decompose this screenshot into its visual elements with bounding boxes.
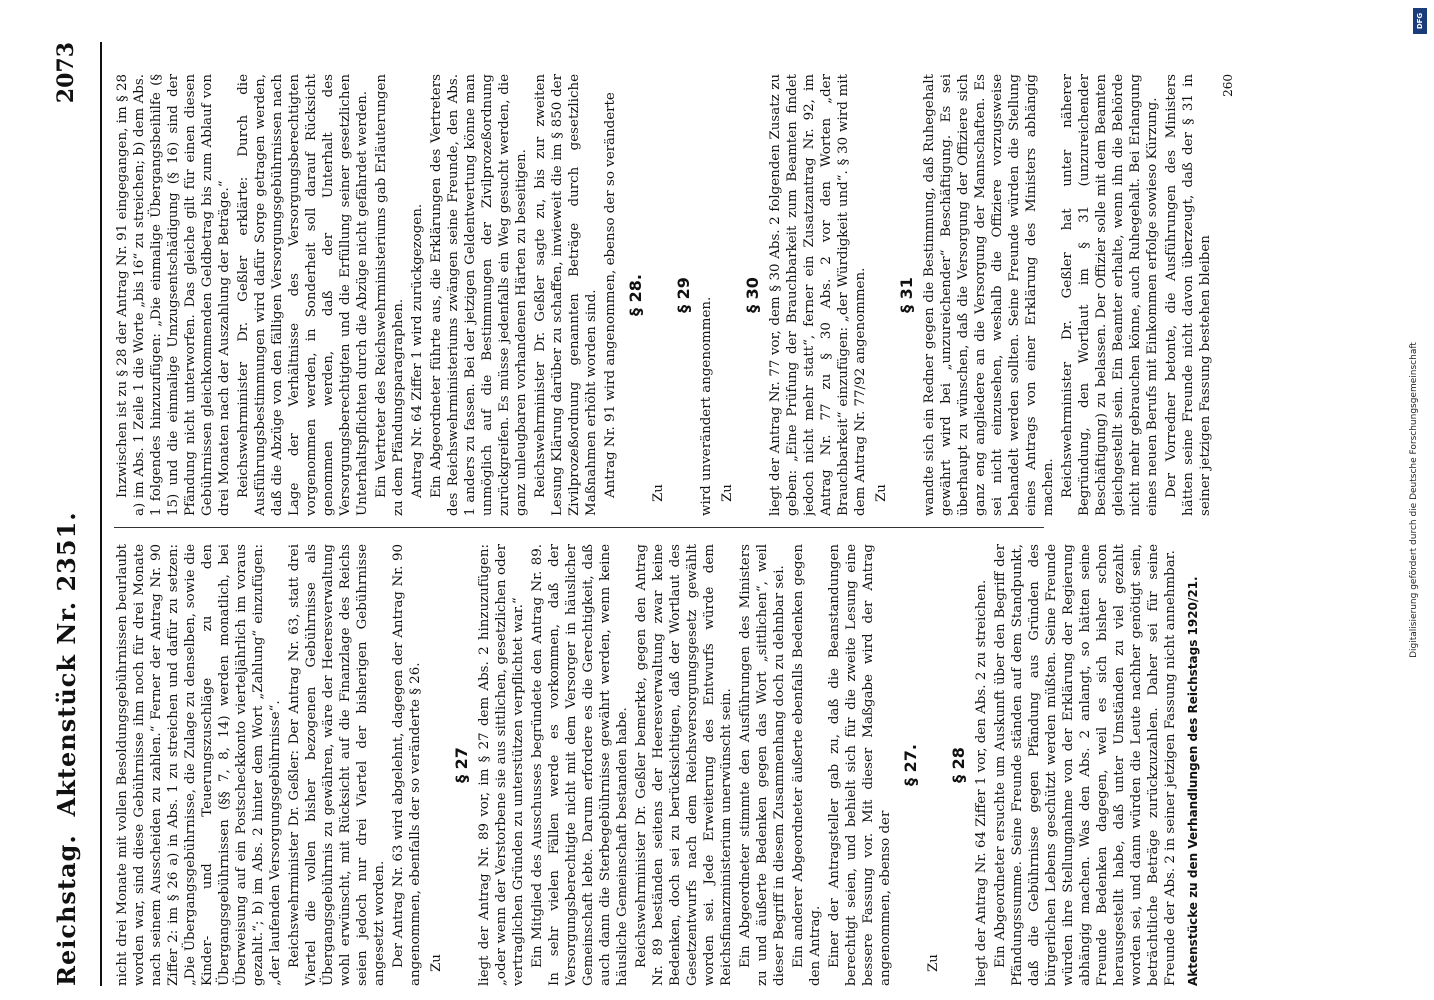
page-footer: Aktenstücke zu den Verhandlungen des Reichstags 1920/21.	[1186, 576, 1200, 986]
page-header	[36, 42, 96, 986]
section-heading: § 27	[452, 747, 471, 783]
section-heading: § 29	[674, 277, 693, 313]
paragraph: Einer der Antragsteller gab zu, daß die Beanstandungen berechtigt seien, und behielt sich für die zweite Lesung eine bessere Fassung vor. Mit dieser Maßgabe wird der Antrag angenommen, ebenso der	[827, 544, 893, 986]
header-doc-label: Aktenstück Nr. 2351.	[51, 511, 81, 817]
column-right	[114, 74, 1384, 516]
paragraph: liegt der Antrag Nr. 64 Ziffer 1 vor, den Abs. 2 zu streichen.	[974, 579, 989, 986]
paragraph: wird unverändert angenommen.	[699, 296, 714, 516]
paragraph: liegt der Antrag Nr. 89 vor, im § 27 dem Abs. 2 hinzuzufügen: „oder wenn der Verstorbene sie aus sittlichen, gesetzlichen oder vertraglichen Gründen zu unterstützen verpflichtet war.“	[477, 544, 526, 986]
zu-label: Zu	[926, 954, 941, 972]
section-heading: § 30	[743, 277, 762, 313]
paragraph: Antrag Nr. 64 Ziffer 1 wird zurückgezogen.	[410, 203, 425, 498]
paragraph: Der Antrag Nr. 63 wird abgelehnt, dagegen der Antrag Nr. 90 angenommen, ebenfalls der so veränderte § 26.	[391, 544, 423, 986]
zu-label: Zu	[429, 954, 444, 972]
paragraph: Reichswehrminister Dr. Geßler sagte zu, bis zur zweiten Lesung Klärung darüber zu schaffen, inwieweit die im § 850 der Zivilprozeßordnung genannten Beträge durch gesetzliche Maßnahmen erhöht worden sind.	[533, 74, 599, 516]
paragraph: Ein Mitglied des Ausschusses begründete den Antrag Nr. 89. In sehr vielen Fällen werde es vorkommen, daß der Versorgungsberechtigte nicht mit dem Versorger in häuslicher Gemeinschaft lebte. Darum erfordere es die Gerechtigkeit, daß auch dann die Sterbegebührnisse gewährt werden, wenn keine häusliche Gemeinschaft bestanden habe.	[530, 544, 630, 986]
page-number: 2073	[53, 42, 79, 104]
credit-text: Digitalisierung gefördert durch die Deutsche Forschungsgemeinschaft	[1409, 342, 1420, 658]
column-left	[114, 544, 1384, 986]
paragraph: Ein Abgeordneter stimmte den Ausführungen des Ministers zu und äußerte Bedenken gegen das Wort „sittlichen“, weil dieser Begriff in diesem Zusammenhang doch zu dehnbar sei.	[738, 544, 787, 986]
section-heading: § 31	[897, 277, 916, 313]
digitization-credit	[1404, 40, 1424, 960]
section-heading: § 28	[949, 747, 968, 783]
zu-label: Zu	[651, 484, 666, 502]
section-heading: § 28.	[626, 274, 645, 316]
zu-label: Zu	[720, 484, 735, 502]
header-rule	[100, 42, 102, 986]
page-marker: 260	[1221, 74, 1235, 97]
paragraph: Inzwischen ist zu § 28 der Antrag Nr. 91 eingegangen, im § 28 a) im Abs. 1 Zeile 1 die Worte „bis 16“ zu streichen; b) dem Abs. 1 folgendes hinzuzufügen: „Die einmalige Übergangsbeihilfe (§ 15) und die einmalige Umzugsentschädigung (§ 16) sind der Pfändung nicht unterworfen. Das gleiche gilt für einen diesen Gebührnissen gleichkommenden Geldbetrag bis zum Ablauf von drei Monaten nach der Auszahlung der Beträge.“	[115, 74, 232, 516]
paragraph: wandte sich ein Redner gegen die Bestimmung, daß Ruhegehalt gewährt wird bei „unzureichender“ Beschäftigung. Es sei überhaupt zu wünschen, daß die Versorgung der Offiziere sich ganz eng angliedere an die Versorgung der Mannschaften. Es sei nicht einzusehen, weshalb die Offiziere vorzugsweise behandelt werden sollten. Seine Freunde würden die Stellung eines Antrags von einer Erklärung des Ministers abhängig machen.	[922, 74, 1056, 516]
paragraph: Ein Abgeordneter ersuchte um Auskunft über den Begriff der Pfändungssumme. Seine Freunde ständen auf dem Standpunkt, daß die Gebührnisse gegen Pfändung aus Gründen des bürgerlichen Lebens geschützt werden müßten. Seine Freunde würden ihre Stellungnahme von der Erklärung der Regierung abhängig machen. Was den Abs. 2 anlangt, so hätten seine Freunde Bedenken dagegen, weil es sich bisher schon herausgestellt habe, daß unter Umständen zu viel gezahlt worden sei, und dann würden die Leute nachher genötigt sein, beträchtliche Beträge zurückzuzahlen. Daher sei für seine Freunde der Abs. 2 in seiner jetzigen Fassung nicht annehmbar.	[993, 544, 1178, 986]
rotated-page-content	[36, 42, 1398, 986]
paragraph: Reichswehrminister Dr. Geßler erklärte: Durch die Ausführungsbestimmungen wird dafür Sorge getragen werden, daß die Abzüge von den fälligen Versorgungsgebührnissen nach Lage der Verhältnisse des Versorgungsberechtigten vorgenommen werden, in Sonderheit soll darauf Rücksicht genommen werden, daß der Unterhalt des Versorgungsberechtigten und die Erfüllung seiner gesetzlichen Unterhaltspflichten durch die Abzüge nicht gefährdet werden.	[236, 74, 370, 516]
paragraph: Antrag Nr. 91 wird angenommen, ebenso der so veränderte	[603, 92, 618, 498]
paragraph: Reichswehrminister Dr. Geßler bemerkte, gegen den Antrag Nr. 89 beständen seitens der Heeresverwaltung zwar keine Bedenken, doch sei zu berücksichtigen, daß der Wortlaut des Gesetzentwurfs nach dem Reichsversorgungsgesetz gewählt worden sei. Jede Erweiterung des Entwurfs würde dem Reichsfinanzministerium unerwünscht sein.	[634, 544, 734, 986]
paragraph: nicht drei Monate mit vollen Besoldungsgebührnissen beurlaubt worden war, sind diese Gebührnisse ihm noch für drei Monate nach seinem Ausscheiden zu zahlen.“ Ferner der Antrag Nr. 90 Ziffer 2: im § 26 a) in Abs. 1 zu streichen und dafür zu setzen: „Die Übergangsgebührnisse, die Zulage zu denselben, sowie die Kinder- und Teuerungszuschläge zu den Übergangsgebührnissen (§§ 7, 8, 14) werden monatlich, bei Überweisung auf ein Postscheckkonto vierteljährlich im voraus gezahlt.“; b) im Abs. 2 hinter dem Wort „Zahlung“ einzufügen: „der laufenden Versorgungsgebührnisse“.	[115, 544, 283, 986]
paragraph: Ein Vertreter des Reichswehrministeriums gab Erläuterungen zu dem Pfändungsparagraphen.	[374, 74, 406, 516]
dfg-logo: DFG	[1413, 8, 1427, 34]
paragraph: Reichswehrminister Dr. Geßler hat unter näherer Begründung, den Wortlaut im § 31 (unzureichender Beschäftigung) zu belassen. Der Offizier solle mit dem Beamten gleichgestellt sein. Ein Beamter erhalte, wenn ihn die Behörde nicht mehr gebrauchen könne, auch Ruhegehalt. Bei Erlangung eines neuen Berufs mit Einkommen erfolge sowieso Kürzung.	[1060, 74, 1160, 516]
paragraph: Ein Abgeordneter führte aus, die Erklärungen des Vertreters des Reichswehrministeriums zwängen seine Freunde, den Abs. 1 anders zu fassen. Bei der jetzigen Geldentwertung könne man unmöglich auf die Bestimmungen der Zivilprozeßordnung zurückgreifen. Es müsse jedenfalls ein Weg gesucht werden, die ganz unleugbaren vorhandenen Härten zu beseitigen.	[429, 74, 529, 516]
column-divider	[114, 527, 1044, 528]
header-reichstag: Reichstag.	[51, 834, 81, 986]
zu-label: Zu	[874, 484, 889, 502]
header-title-group	[52, 511, 81, 986]
paragraph: Ein anderer Abgeordneter äußerte ebenfalls Bedenken gegen den Antrag.	[791, 544, 823, 986]
section-heading: § 27.	[901, 744, 920, 786]
paragraph: liegt der Antrag Nr. 77 vor, dem § 30 Abs. 2 folgenden Zusatz zu geben: „Eine Prüfung der Brauchbarkeit zum Beamten findet jedoch nicht mehr statt“, ferner ein Zusatzantrag Nr. 92, im Antrag Nr. 77 zu § 30 Abs. 2 vor den Worten „der Brauchbarkeit“ einzufügen: „der Würdigkeit und“. § 30 wird mit dem Antrag Nr. 77/92 angenommen.	[768, 74, 868, 516]
paragraph: Reichswehrminister Dr. Geßler: Der Antrag Nr. 63, statt drei Viertel die vollen bisher bezogenen Gebührnisse als Übergangsgebührnis zu gewähren, wäre der Heeresverwaltung wohl erwünscht, mit Rücksicht auf die Finanzlage des Reichs seien jedoch nur drei Viertel der bisherigen Gebührnisse angesetzt worden.	[287, 544, 387, 986]
paragraph: Der Vorredner betonte, die Ausführungen des Ministers hätten seine Freunde nicht davon überzeugt, daß der § 31 in seiner jetzigen Fassung bestehen bleiben	[1164, 74, 1213, 516]
